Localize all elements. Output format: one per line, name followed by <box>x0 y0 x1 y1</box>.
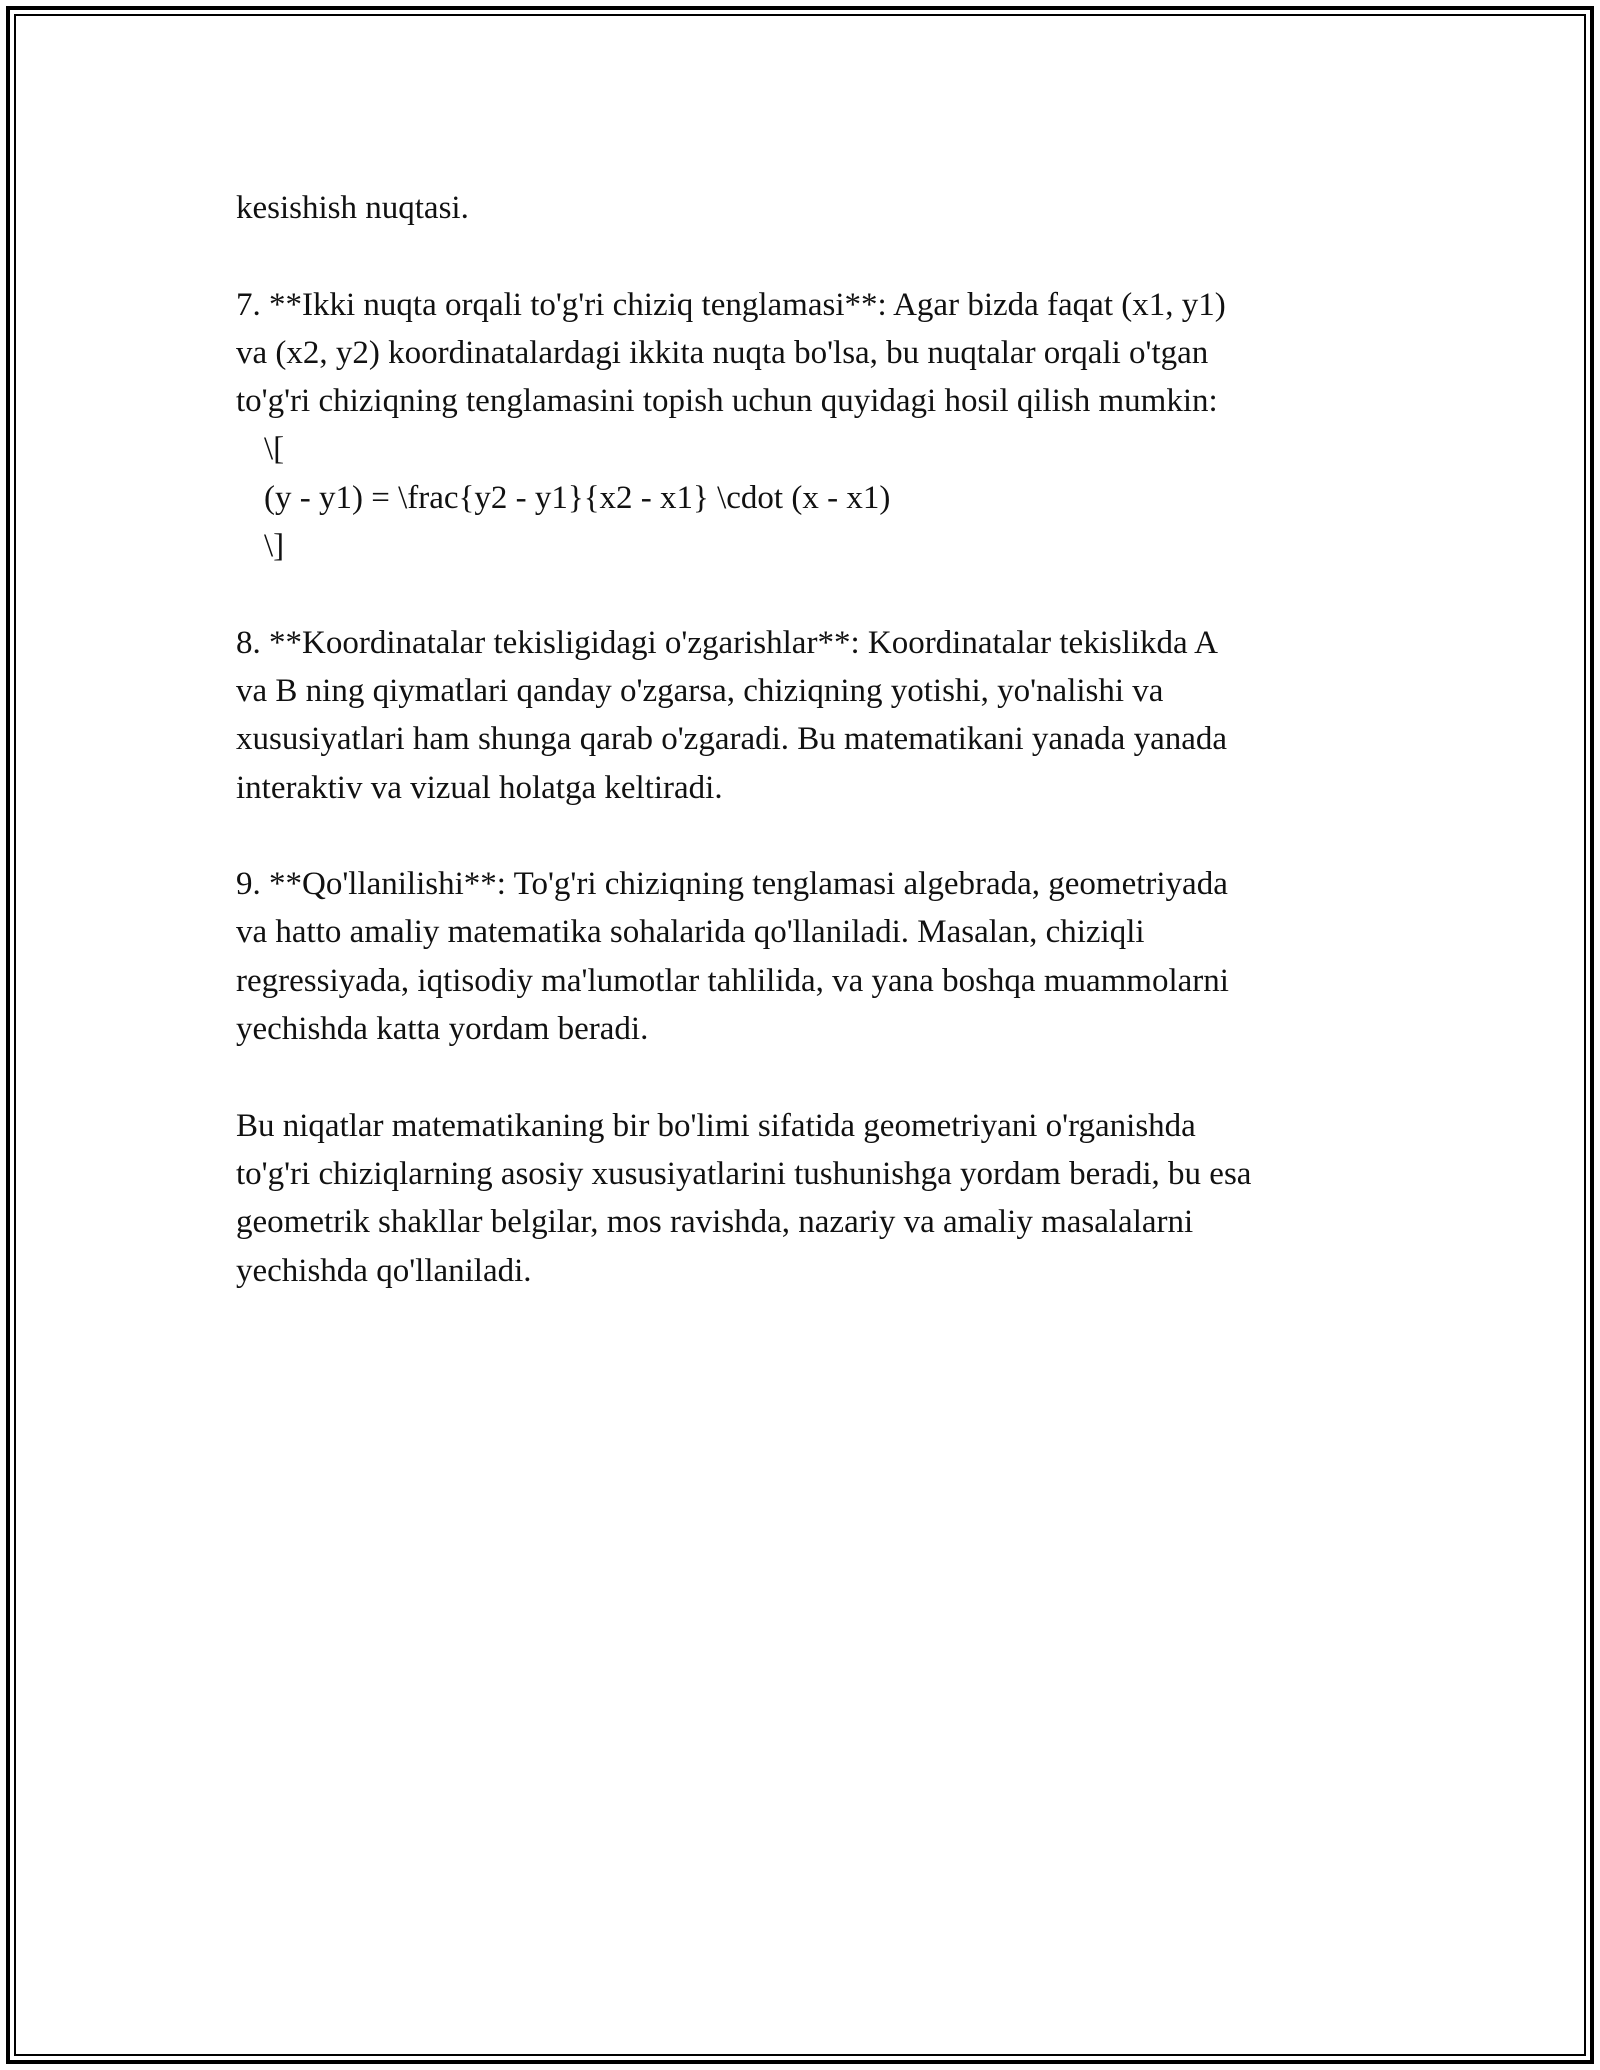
text-line: geometrik shakllar belgilar, mos ravishda, nazariy va amaliy masalalarni <box>236 1204 1194 1241</box>
list-item-7 <box>236 281 1386 571</box>
text-line: to'g'ri chiziqning tenglamasini topish uchun quyidagi hosil qilish mumkin: <box>236 383 1218 420</box>
paragraph-spacer <box>236 812 1386 860</box>
text-line: kesishish nuqtasi. <box>236 190 469 226</box>
list-item-9 <box>236 860 1386 1053</box>
formula-close: \] <box>264 528 285 565</box>
text-line: regressiyada, iqtisodiy ma'lumotlar tahlilida, va yana boshqa muammolarni <box>236 962 1229 999</box>
text-line: to'g'ri chiziqlarning asosiy xususiyatlarini tushunishga yordam beradi, bu esa <box>236 1155 1252 1192</box>
list-item-8 <box>236 619 1386 812</box>
text-line: va (x2, y2) koordinatalardagi ikkita nuqta bo'lsa, bu nuqtalar orqali o'tgan <box>236 334 1209 371</box>
text-line: Bu niqatlar matematikaning bir bo'limi sifatida geometriyani o'rganishda <box>236 1107 1196 1144</box>
text-line: va B ning qiymatlari qanday o'zgarsa, chiziqning yotishi, yo'nalishi va <box>236 672 1164 709</box>
formula-body: (y - y1) = \frac{y2 - y1}{x2 - x1} \cdot (x - x1) <box>264 479 891 516</box>
continuation-paragraph <box>236 184 1386 232</box>
conclusion-paragraph <box>236 1102 1386 1295</box>
text-line: 9. **Qo'llanilishi**: To'g'ri chiziqning tenglamasi algebrada, geometriyada <box>236 866 1228 903</box>
paragraph-spacer <box>236 1053 1386 1101</box>
formula-open: \[ <box>264 431 285 468</box>
text-line: 7. **Ikki nuqta orqali to'g'ri chiziq tenglamasi**: Agar bizda faqat (x1, y1) <box>236 286 1226 323</box>
text-line: interaktiv va vizual holatga keltiradi. <box>236 769 723 806</box>
paragraph-spacer <box>236 232 1386 280</box>
paragraph-spacer <box>236 570 1386 618</box>
text-line: yechishda qo'llaniladi. <box>236 1252 532 1289</box>
document-body <box>236 184 1386 1295</box>
text-line: 8. **Koordinatalar tekisligidagi o'zgarishlar**: Koordinatalar tekislikda A <box>236 624 1218 661</box>
text-line: yechishda katta yordam beradi. <box>236 1011 649 1048</box>
text-line: va hatto amaliy matematika sohalarida qo'llaniladi. Masalan, chiziqli <box>236 914 1145 951</box>
text-line: xususiyatlari ham shunga qarab o'zgaradi. Bu matematikani yanada yanada <box>236 721 1228 758</box>
